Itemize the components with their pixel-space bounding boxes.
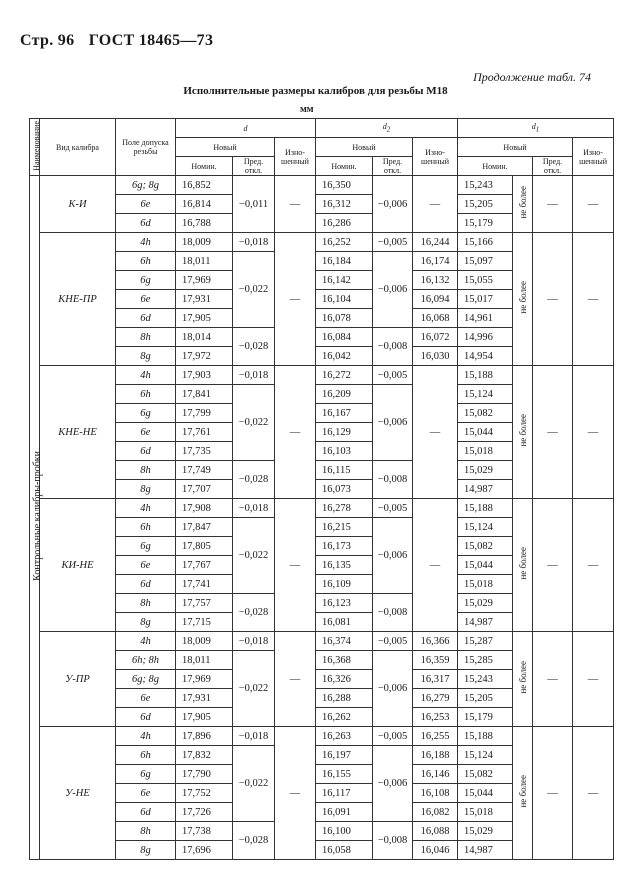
d1-nom-cell: 15,082 <box>458 404 513 423</box>
d-dev-cell: −0,018 <box>233 366 275 385</box>
d1-nom-cell: 15,285 <box>458 651 513 670</box>
tolerance-cell: 6e <box>116 784 176 803</box>
d2-nom-cell: 16,262 <box>316 708 373 727</box>
table-row <box>30 727 614 746</box>
d2-worn-cell: 16,146 <box>413 765 458 784</box>
d2-dev-cell: −0,006 <box>373 176 413 233</box>
d2-worn-cell: 16,046 <box>413 841 458 860</box>
d1-not-more: не более <box>513 233 533 366</box>
d1-nom-cell: 15,179 <box>458 708 513 727</box>
d2-worn-cell: 16,279 <box>413 689 458 708</box>
tolerance-cell: 6g; 8g <box>116 670 176 689</box>
tolerance-cell: 6d <box>116 442 176 461</box>
d1-nom-cell: 15,188 <box>458 727 513 746</box>
d1-nom-cell: 14,996 <box>458 328 513 347</box>
d-nom-cell: 17,832 <box>176 746 233 765</box>
d2-worn-cell: 16,088 <box>413 822 458 841</box>
d2-dev-cell: −0,006 <box>373 385 413 461</box>
col-d: d <box>176 119 316 138</box>
d1-nom-cell: 15,205 <box>458 195 513 214</box>
d-nom-cell: 16,814 <box>176 195 233 214</box>
d2-worn-cell: — <box>413 366 458 499</box>
d2-nom-cell: 16,288 <box>316 689 373 708</box>
table-row <box>30 632 614 651</box>
d2-dev-cell: −0,005 <box>373 727 413 746</box>
tolerance-cell: 6e <box>116 689 176 708</box>
tolerance-cell: 8g <box>116 841 176 860</box>
d1-worn-cell: — <box>573 727 614 860</box>
d2-nom-cell: 16,073 <box>316 480 373 499</box>
d1-nom-cell: 15,082 <box>458 537 513 556</box>
d1-worn-cell: — <box>573 366 614 499</box>
d-nom-cell: 17,790 <box>176 765 233 784</box>
d2-dev-cell: −0,008 <box>373 594 413 632</box>
d-dev-cell: −0,018 <box>233 727 275 746</box>
table-row <box>30 499 614 518</box>
dimensions-table <box>29 118 614 860</box>
d1-nom-cell: 15,188 <box>458 499 513 518</box>
d2-worn-cell: — <box>413 176 458 233</box>
tolerance-cell: 8h <box>116 461 176 480</box>
d-dev-cell: −0,022 <box>233 518 275 594</box>
gauge-kind: У-ПР <box>40 632 116 727</box>
d2-nom-cell: 16,263 <box>316 727 373 746</box>
d2-dev-cell: −0,005 <box>373 366 413 385</box>
tolerance-cell: 4h <box>116 366 176 385</box>
d1-worn: Изно-шенный <box>573 138 614 176</box>
d2-nom-cell: 16,173 <box>316 537 373 556</box>
d2-worn-cell: 16,317 <box>413 670 458 689</box>
continuation-note: Продолжение табл. 74 <box>473 70 591 84</box>
gauge-kind: У-НЕ <box>40 727 116 860</box>
d1-not-more: не более <box>513 499 533 632</box>
d1-worn-cell: — <box>573 499 614 632</box>
d2-nom-cell: 16,252 <box>316 233 373 252</box>
d1-nom-cell: 14,961 <box>458 309 513 328</box>
d2-worn-cell: 16,082 <box>413 803 458 822</box>
tolerance-cell: 6h; 8h <box>116 651 176 670</box>
row-label: Контрольные калибры-пробки <box>30 176 40 860</box>
col-tolerance: Поле допуска резьбы <box>116 119 176 176</box>
d2-nom-cell: 16,184 <box>316 252 373 271</box>
d1-dev-cell: — <box>533 176 573 233</box>
d-dev-cell: −0,028 <box>233 461 275 499</box>
d1-nom-cell: 14,987 <box>458 613 513 632</box>
d1-nom: Номин. <box>458 157 533 176</box>
d-nom-cell: 17,761 <box>176 423 233 442</box>
d-nom-cell: 17,903 <box>176 366 233 385</box>
tolerance-cell: 6d <box>116 708 176 727</box>
d-worn-cell: — <box>275 632 316 727</box>
d-nom-cell: 17,735 <box>176 442 233 461</box>
table-row <box>30 176 614 195</box>
d-nom-cell: 17,805 <box>176 537 233 556</box>
d2-nom-cell: 16,142 <box>316 271 373 290</box>
d1-nom-cell: 15,179 <box>458 214 513 233</box>
d1-not-more: не более <box>513 632 533 727</box>
d2-nom-cell: 16,209 <box>316 385 373 404</box>
d2-nom-cell: 16,081 <box>316 613 373 632</box>
d2-worn-cell: 16,244 <box>413 233 458 252</box>
d-nom-cell: 17,931 <box>176 290 233 309</box>
d2-nom-cell: 16,278 <box>316 499 373 518</box>
d2-nom-cell: 16,197 <box>316 746 373 765</box>
d2-worn-cell: 16,068 <box>413 309 458 328</box>
tolerance-cell: 6d <box>116 309 176 328</box>
d1-nom-cell: 15,166 <box>458 233 513 252</box>
d1-not-more: не более <box>513 727 533 860</box>
d-worn-cell: — <box>275 499 316 632</box>
d1-nom-cell: 15,287 <box>458 632 513 651</box>
tolerance-cell: 4h <box>116 727 176 746</box>
d2-dev: Пред. откл. <box>373 157 413 176</box>
d-worn-cell: — <box>275 233 316 366</box>
d2-nom-cell: 16,091 <box>316 803 373 822</box>
d2-worn-cell: 16,174 <box>413 252 458 271</box>
d2-nom-cell: 16,368 <box>316 651 373 670</box>
page-header <box>20 32 223 50</box>
d-dev: Пред. откл. <box>233 157 275 176</box>
tolerance-cell: 8h <box>116 328 176 347</box>
tolerance-cell: 8g <box>116 480 176 499</box>
d2-worn: Изно-шенный <box>413 138 458 176</box>
d-dev-cell: −0,011 <box>233 176 275 233</box>
d2-worn-cell: 16,132 <box>413 271 458 290</box>
d2-worn-cell: 16,108 <box>413 784 458 803</box>
tolerance-cell: 6h <box>116 252 176 271</box>
d2-worn-cell: 16,030 <box>413 347 458 366</box>
d2-nom-cell: 16,129 <box>316 423 373 442</box>
d-nom-cell: 18,014 <box>176 328 233 347</box>
d-nom-cell: 17,749 <box>176 461 233 480</box>
d-nom-cell: 17,726 <box>176 803 233 822</box>
d-nom-cell: 16,852 <box>176 176 233 195</box>
d2-dev-cell: −0,006 <box>373 746 413 822</box>
table-row <box>30 233 614 252</box>
d1-nom-cell: 15,017 <box>458 290 513 309</box>
d-dev-cell: −0,022 <box>233 252 275 328</box>
tolerance-cell: 6g <box>116 537 176 556</box>
d2-nom-cell: 16,042 <box>316 347 373 366</box>
tolerance-cell: 6g <box>116 765 176 784</box>
d-worn: Изно-шенный <box>275 138 316 176</box>
d2-nom-cell: 16,058 <box>316 841 373 860</box>
tolerance-cell: 4h <box>116 233 176 252</box>
d-nom-cell: 17,767 <box>176 556 233 575</box>
d1-nom-cell: 15,243 <box>458 176 513 195</box>
standard-number: ГОСТ 18465—73 <box>88 32 214 49</box>
d2-nom-cell: 16,312 <box>316 195 373 214</box>
tolerance-cell: 6d <box>116 214 176 233</box>
d-nom-cell: 17,905 <box>176 708 233 727</box>
d1-dev-cell: — <box>533 727 573 860</box>
d1-worn-cell: — <box>573 176 614 233</box>
d2-nom-cell: 16,167 <box>316 404 373 423</box>
d1-dev: Пред. откл. <box>533 157 573 176</box>
d2-dev-cell: −0,005 <box>373 499 413 518</box>
d1-new: Новый <box>458 138 573 157</box>
d-nom-cell: 16,788 <box>176 214 233 233</box>
d2-dev-cell: −0,008 <box>373 822 413 860</box>
d-nom-cell: 18,011 <box>176 651 233 670</box>
col-name: Наименование <box>30 119 40 176</box>
d1-nom-cell: 15,044 <box>458 423 513 442</box>
d2-nom-cell: 16,078 <box>316 309 373 328</box>
tolerance-cell: 8g <box>116 347 176 366</box>
d2-dev-cell: −0,005 <box>373 233 413 252</box>
d2-nom-cell: 16,109 <box>316 575 373 594</box>
d-nom-cell: 17,847 <box>176 518 233 537</box>
d2-worn-cell: 16,094 <box>413 290 458 309</box>
d2-worn-cell: 16,366 <box>413 632 458 651</box>
d-dev-cell: −0,018 <box>233 233 275 252</box>
d-dev-cell: −0,022 <box>233 651 275 727</box>
tolerance-cell: 8g <box>116 613 176 632</box>
d2-nom-cell: 16,103 <box>316 442 373 461</box>
d1-nom-cell: 15,124 <box>458 385 513 404</box>
d-worn-cell: — <box>275 176 316 233</box>
tolerance-cell: 6h <box>116 746 176 765</box>
d-nom-cell: 17,696 <box>176 841 233 860</box>
d-nom-cell: 17,931 <box>176 689 233 708</box>
d-new: Новый <box>176 138 275 157</box>
gauge-kind: КНЕ-ПР <box>40 233 116 366</box>
d2-nom-cell: 16,374 <box>316 632 373 651</box>
tolerance-cell: 6g; 8g <box>116 176 176 195</box>
d-nom-cell: 17,799 <box>176 404 233 423</box>
d-nom-cell: 17,969 <box>176 271 233 290</box>
tolerance-cell: 6e <box>116 556 176 575</box>
d1-nom-cell: 15,018 <box>458 442 513 461</box>
d2-nom-cell: 16,123 <box>316 594 373 613</box>
d1-dev-cell: — <box>533 499 573 632</box>
tolerance-cell: 6g <box>116 271 176 290</box>
d1-nom-cell: 15,029 <box>458 461 513 480</box>
d2-nom-cell: 16,286 <box>316 214 373 233</box>
d-dev-cell: −0,018 <box>233 499 275 518</box>
d2-nom-cell: 16,326 <box>316 670 373 689</box>
d2-nom-cell: 16,100 <box>316 822 373 841</box>
d-nom-cell: 17,972 <box>176 347 233 366</box>
d2-nom-cell: 16,084 <box>316 328 373 347</box>
table-title: Исполнительные размеры калибров для резьбы М18 <box>183 85 448 97</box>
col-d2: d2 <box>316 119 458 138</box>
d1-nom-cell: 15,097 <box>458 252 513 271</box>
col-kind: Вид калибра <box>40 119 116 176</box>
d2-dev-cell: −0,006 <box>373 252 413 328</box>
gauge-kind: КНЕ-НЕ <box>40 366 116 499</box>
d-nom-cell: 17,752 <box>176 784 233 803</box>
d2-nom-cell: 16,115 <box>316 461 373 480</box>
d2-nom-cell: 16,104 <box>316 290 373 309</box>
tolerance-cell: 4h <box>116 632 176 651</box>
d-nom-cell: 17,841 <box>176 385 233 404</box>
d2-nom-cell: 16,117 <box>316 784 373 803</box>
d1-nom-cell: 15,188 <box>458 366 513 385</box>
d-dev-cell: −0,018 <box>233 632 275 651</box>
d-nom-cell: 17,896 <box>176 727 233 746</box>
tolerance-cell: 6d <box>116 803 176 822</box>
d1-dev-cell: — <box>533 366 573 499</box>
d2-worn-cell: 16,359 <box>413 651 458 670</box>
tolerance-cell: 6e <box>116 290 176 309</box>
tolerance-cell: 6h <box>116 518 176 537</box>
d-nom-cell: 18,011 <box>176 252 233 271</box>
d-nom-cell: 18,009 <box>176 233 233 252</box>
tolerance-cell: 6h <box>116 385 176 404</box>
gauge-kind: КИ-НЕ <box>40 499 116 632</box>
d-nom-cell: 17,908 <box>176 499 233 518</box>
d1-dev-cell: — <box>533 233 573 366</box>
d-nom-cell: 17,738 <box>176 822 233 841</box>
d1-nom-cell: 15,055 <box>458 271 513 290</box>
d-nom-cell: 18,009 <box>176 632 233 651</box>
d2-nom-cell: 16,135 <box>316 556 373 575</box>
d2-dev-cell: −0,008 <box>373 461 413 499</box>
d1-not-more: не более <box>513 176 533 233</box>
d1-nom-cell: 15,018 <box>458 575 513 594</box>
d1-worn-cell: — <box>573 233 614 366</box>
d-nom-cell: 17,707 <box>176 480 233 499</box>
d1-dev-cell: — <box>533 632 573 727</box>
d-nom-cell: 17,715 <box>176 613 233 632</box>
table-body <box>30 176 614 860</box>
d1-nom-cell: 14,954 <box>458 347 513 366</box>
d2-dev-cell: −0,008 <box>373 328 413 366</box>
tolerance-cell: 8h <box>116 822 176 841</box>
d1-nom-cell: 15,044 <box>458 556 513 575</box>
d1-nom-cell: 14,987 <box>458 841 513 860</box>
d2-worn-cell: 16,255 <box>413 727 458 746</box>
d2-nom-cell: 16,350 <box>316 176 373 195</box>
tolerance-cell: 6d <box>116 575 176 594</box>
d2-dev-cell: −0,006 <box>373 518 413 594</box>
d2-dev-cell: −0,006 <box>373 651 413 727</box>
d2-nom: Номин. <box>316 157 373 176</box>
d1-not-more: не более <box>513 366 533 499</box>
d1-worn-cell: — <box>573 632 614 727</box>
d2-new: Новый <box>316 138 413 157</box>
d-nom-cell: 17,757 <box>176 594 233 613</box>
d-nom: Номин. <box>176 157 233 176</box>
tolerance-cell: 6e <box>116 195 176 214</box>
d-dev-cell: −0,028 <box>233 822 275 860</box>
page-number: Стр. 96 <box>20 32 75 49</box>
d2-dev-cell: −0,005 <box>373 632 413 651</box>
d1-nom-cell: 15,029 <box>458 594 513 613</box>
tolerance-cell: 6g <box>116 404 176 423</box>
d1-nom-cell: 15,044 <box>458 784 513 803</box>
d-dev-cell: −0,022 <box>233 746 275 822</box>
d-dev-cell: −0,028 <box>233 594 275 632</box>
d1-nom-cell: 15,082 <box>458 765 513 784</box>
col-d1: d1 <box>458 119 614 138</box>
tolerance-cell: 8h <box>116 594 176 613</box>
table-row <box>30 366 614 385</box>
d2-worn-cell: 16,253 <box>413 708 458 727</box>
d2-nom-cell: 16,272 <box>316 366 373 385</box>
d-dev-cell: −0,022 <box>233 385 275 461</box>
d-nom-cell: 17,969 <box>176 670 233 689</box>
d-dev-cell: −0,028 <box>233 328 275 366</box>
d1-nom-cell: 15,018 <box>458 803 513 822</box>
d1-nom-cell: 15,205 <box>458 689 513 708</box>
d1-nom-cell: 15,029 <box>458 822 513 841</box>
d2-worn-cell: 16,188 <box>413 746 458 765</box>
d-nom-cell: 17,741 <box>176 575 233 594</box>
d2-worn-cell: 16,072 <box>413 328 458 347</box>
d2-nom-cell: 16,215 <box>316 518 373 537</box>
tolerance-cell: 4h <box>116 499 176 518</box>
d-worn-cell: — <box>275 727 316 860</box>
d-worn-cell: — <box>275 366 316 499</box>
unit-label: мм <box>300 104 314 115</box>
d2-worn-cell: — <box>413 499 458 632</box>
d1-nom-cell: 14,987 <box>458 480 513 499</box>
d1-nom-cell: 15,124 <box>458 518 513 537</box>
d2-nom-cell: 16,155 <box>316 765 373 784</box>
d1-nom-cell: 15,124 <box>458 746 513 765</box>
gauge-kind: К-И <box>40 176 116 233</box>
d-nom-cell: 17,905 <box>176 309 233 328</box>
d1-nom-cell: 15,243 <box>458 670 513 689</box>
tolerance-cell: 6e <box>116 423 176 442</box>
